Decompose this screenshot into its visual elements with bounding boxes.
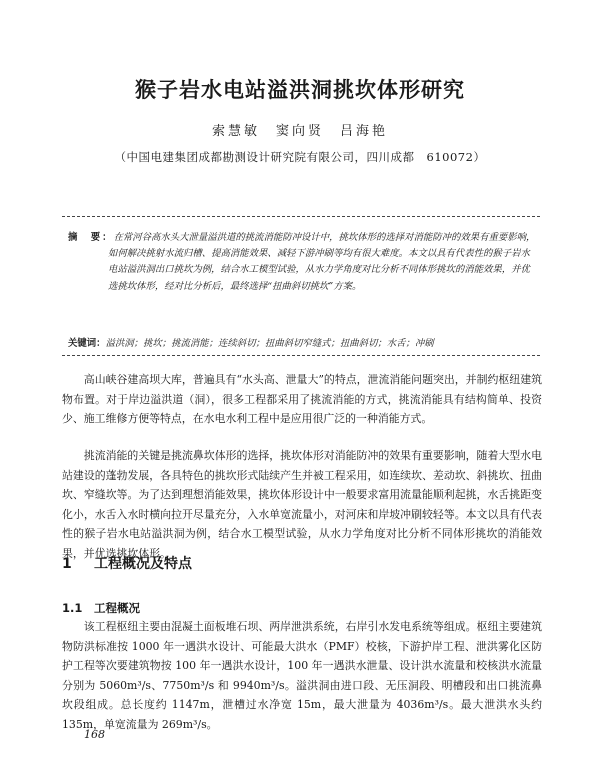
paper-affiliation: （中国电建集团成都勘测设计研究院有限公司，四川成都 610072）	[114, 150, 486, 164]
bottom-divider	[62, 355, 540, 356]
page-number: 168	[84, 728, 105, 741]
paper-title: 猴子岩水电站溢洪洞挑坎体形研究	[135, 78, 465, 102]
paper-authors: 索慧敏 窦向贤 吕海艳	[211, 124, 388, 139]
abstract-body	[68, 230, 538, 295]
intro-paragraph-2: 挑流消能的关键是挑流鼻坎体形的选择，挑坎体形对消能防冲的效果有重要影响，随着大型水电站建设的蓬勃发展，各具特色的挑坎形式陆续产生并被工程采用，如连续坎、差动坎、斜挑坎、扭曲坎、窄缝坎等。为了达到理想消能效果，挑坎体形设计中一般要求富用流量能顺利起挑，水舌挑距变化小，水舌入水时横向拉开尽量充分，入水单宽流量小，对河床和岸坡冲刷较轻等。本文以具有代表性的猴子岩水电站溢洪洞为例，结合水工模型试验，从水力学角度对比分析不同体形挑坎的消能效果，并优选挑坎体形。	[62, 449, 542, 560]
abstract-label: 摘 要：	[68, 232, 114, 243]
abstract-text: 在常河谷高水头大泄量溢洪道的挑流消能防冲设计中，挑坎体形的选择对消能防冲的效果有重要影响，如何解决挑射水流归槽、提高消能效果、减轻下游冲刷等均有很大难度。本文以具有代表性的猴子岩水电站溢洪洞出口挑坎为例，结合水工模型试验，从水力学角度对比分析不同体形挑坎的消能效果，并优选挑坎体形，经对比分析后，最终选择“扭曲斜切挑坎”方案。	[108, 232, 536, 292]
keywords-block	[68, 336, 548, 352]
section-1-1-title: 工程概况	[94, 601, 140, 615]
section-1-title: 工程概况及特点	[94, 556, 192, 572]
keywords-label: 关键词：	[68, 338, 106, 349]
intro-paragraph-1: 高山峡谷建高坝大库，普遍具有“水头高、泄量大”的特点，泄流消能问题突出，并制约枢纽建筑物布置。对于岸边溢洪道（洞），很多工程都采用了挑流消能的方式，挑流消能具有结构简单、投资少、施工维修方便等特点，在水电水利工程中是应用很广泛的一种消能方式。	[62, 373, 542, 426]
section-1-heading	[62, 553, 192, 573]
section-1-number: 1	[62, 556, 72, 572]
section-1-1-number: 1.1	[62, 601, 83, 615]
abstract-block	[68, 230, 538, 295]
section-1-1-paragraph: 该工程枢纽主要由混凝土面板堆石坝、两岸泄洪系统，右岸引水发电系统等组成。枢纽主要建筑物防洪标准按 1000 年一遇洪水设计、可能最大洪水（PMF）校核，下游护岸工程、泄洪雾化区防护工程等次要建筑物按 100 年一遇洪水设计，100 年一遇洪水泄量、设计洪水流量和校核洪水流量分别为 5060m³/s、7750m³/s 和 9940m³/s。溢洪洞由进口段、无压洞段、明槽段和出口挑流鼻坎段组成。总长度约 1147m，泄槽过水净宽 15m，最大泄量为 4036m³/s。最大泄洪水头约 135m，单宽流量为 269m³/s。	[62, 620, 542, 731]
section-1-1-heading	[62, 600, 140, 616]
keywords-text: 溢洪洞；挑坎；挑流消能；连续斜切；扭曲斜切窄缝式；扭曲斜切；水舌；冲刷	[105, 338, 434, 349]
top-divider	[62, 216, 540, 217]
